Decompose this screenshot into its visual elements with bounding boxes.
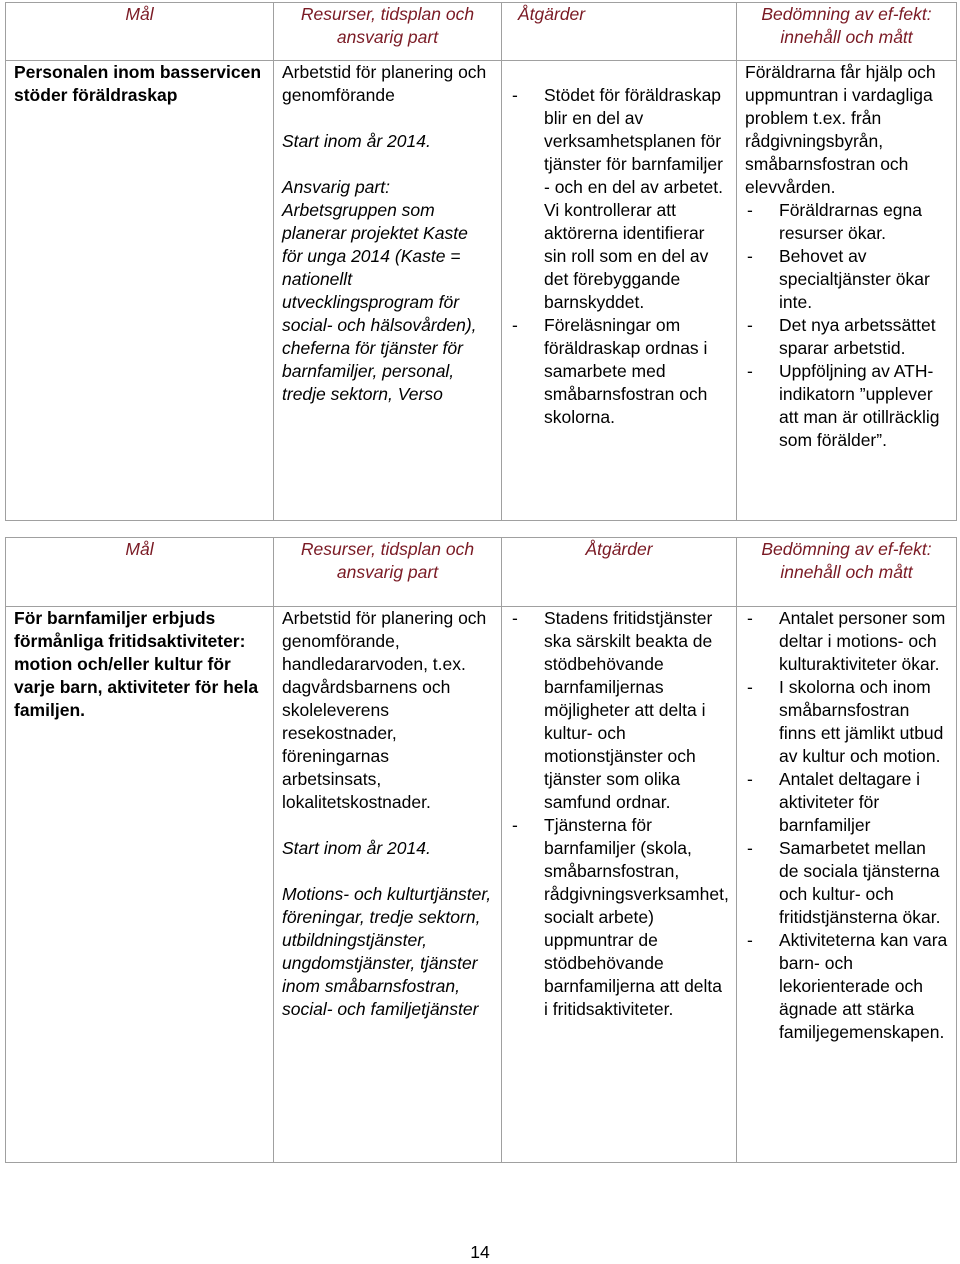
header-resources: Resurser, tidsplan och ansvarig part: [274, 3, 502, 61]
action-plan-table-2: [5, 537, 957, 1163]
list-item: - Antalet personer som deltar i motions- och kulturaktiviteter ökar.: [745, 607, 948, 676]
header-goal: Mål: [6, 538, 274, 607]
table-header-row: [6, 538, 957, 607]
start-date: Start inom år 2014.: [282, 838, 431, 858]
resources-text: Arbetstid för planering och genomförande, handledararvoden, t.ex. dagvårdsbarnens och skoleleverens resekostnader, föreningarnas arbetsinsats, lokalitetskostnader.: [282, 608, 487, 812]
evaluation-intro: Föräldrarna får hjälp och uppmuntran i vardagliga problem t.ex. från rådgivningsbyrån, småbarnsfostran och elevvården.: [745, 62, 936, 197]
list-item: - Behovet av specialtjänster ökar inte.: [745, 245, 948, 314]
list-item: - Stödet för föräldraskap blir en del av verksamhetsplanen för tjänster för barnfamiljer - och en del av arbetet. Vi kontrollerar att aktörerna identifierar sin roll som en del av det förebyggande barnskyddet.: [510, 84, 728, 314]
list-item: - Aktiviteterna kan vara barn- och lekorienterade och ägnade att stärka familjegemenskapen.: [745, 929, 948, 1044]
list-item: - Tjänsterna för barnfamiljer (skola, småbarnsfostran, rådgivningsverksamhet, socialt arbete) uppmuntrar de stödbehövande barnfamiljerna att delta i fritidsaktiviteter.: [510, 814, 728, 1021]
list-item: - Uppföljning av ATH-indikatorn ”upplever att man är otillräcklig som förälder”.: [745, 360, 948, 452]
list-item: - Samarbetet mellan de sociala tjänsterna och kultur- och fritidstjänsterna ökar.: [745, 837, 948, 929]
goal-cell: För barnfamiljer erbjuds förmånliga fritidsaktiviteter: motion och/eller kultur för varje barn, aktiviteter för hela familjen.: [6, 607, 274, 1163]
list-item: - I skolorna och inom småbarnsfostran finns ett jämlikt utbud av kultur och motion.: [745, 676, 948, 768]
evaluation-list: [745, 607, 948, 1044]
header-actions: Åtgärder: [502, 3, 737, 61]
resources-text: Arbetstid för planering och genomförande: [282, 62, 487, 105]
table-header-row: [6, 3, 957, 61]
header-evaluation: Bedömning av ef-fekt: innehåll och mått: [737, 538, 957, 607]
table-row: [6, 61, 957, 521]
actions-cell: [502, 61, 737, 521]
header-evaluation: Bedömning av ef-fekt: innehåll och mått: [737, 3, 957, 61]
header-resources: Resurser, tidsplan och ansvarig part: [274, 538, 502, 607]
list-item: - Antalet deltagare i aktiviteter för barnfamiljer: [745, 768, 948, 837]
evaluation-cell: [737, 607, 957, 1163]
actions-list: [510, 84, 728, 429]
actions-cell: [502, 607, 737, 1163]
page-number: 14: [470, 1242, 490, 1262]
header-actions: Åtgärder: [502, 538, 737, 607]
resources-cell: [274, 607, 502, 1163]
list-item: - Föreläsningar om föräldraskap ordnas i samarbete med småbarnsfostran och skolorna.: [510, 314, 728, 429]
action-plan-table-1: [5, 2, 957, 521]
evaluation-cell: [737, 61, 957, 521]
start-date: Start inom år 2014.: [282, 131, 431, 151]
resources-cell: [274, 61, 502, 521]
table-row: [6, 607, 957, 1163]
list-item: - Det nya arbetssättet sparar arbetstid.: [745, 314, 948, 360]
responsible-party: Ansvarig part: Arbetsgruppen som planerar projektet Kaste för unga 2014 (Kaste = nationellt utvecklingsprogram för social- och hälsovården), cheferna för tjänster för barnfamiljer, personal, tredje sektorn, Verso: [282, 177, 477, 404]
actions-list: [510, 607, 728, 1021]
responsible-party: Motions- och kulturtjänster, föreningar, tredje sektorn, utbildningstjänster, ungdomstjänster, tjänster inom småbarnsfostran, social- och familjetjänster: [282, 884, 492, 1019]
goal-cell: Personalen inom basservicen stöder föräldraskap: [6, 61, 274, 521]
list-item: - Föräldrarnas egna resurser ökar.: [745, 199, 948, 245]
evaluation-list: [745, 199, 948, 452]
header-goal: Mål: [6, 3, 274, 61]
list-item: - Stadens fritidstjänster ska särskilt beakta de stödbehövande barnfamiljernas möjligheter att delta i kultur- och motionstjänster och tjänster som olika samfund ordnar.: [510, 607, 728, 814]
